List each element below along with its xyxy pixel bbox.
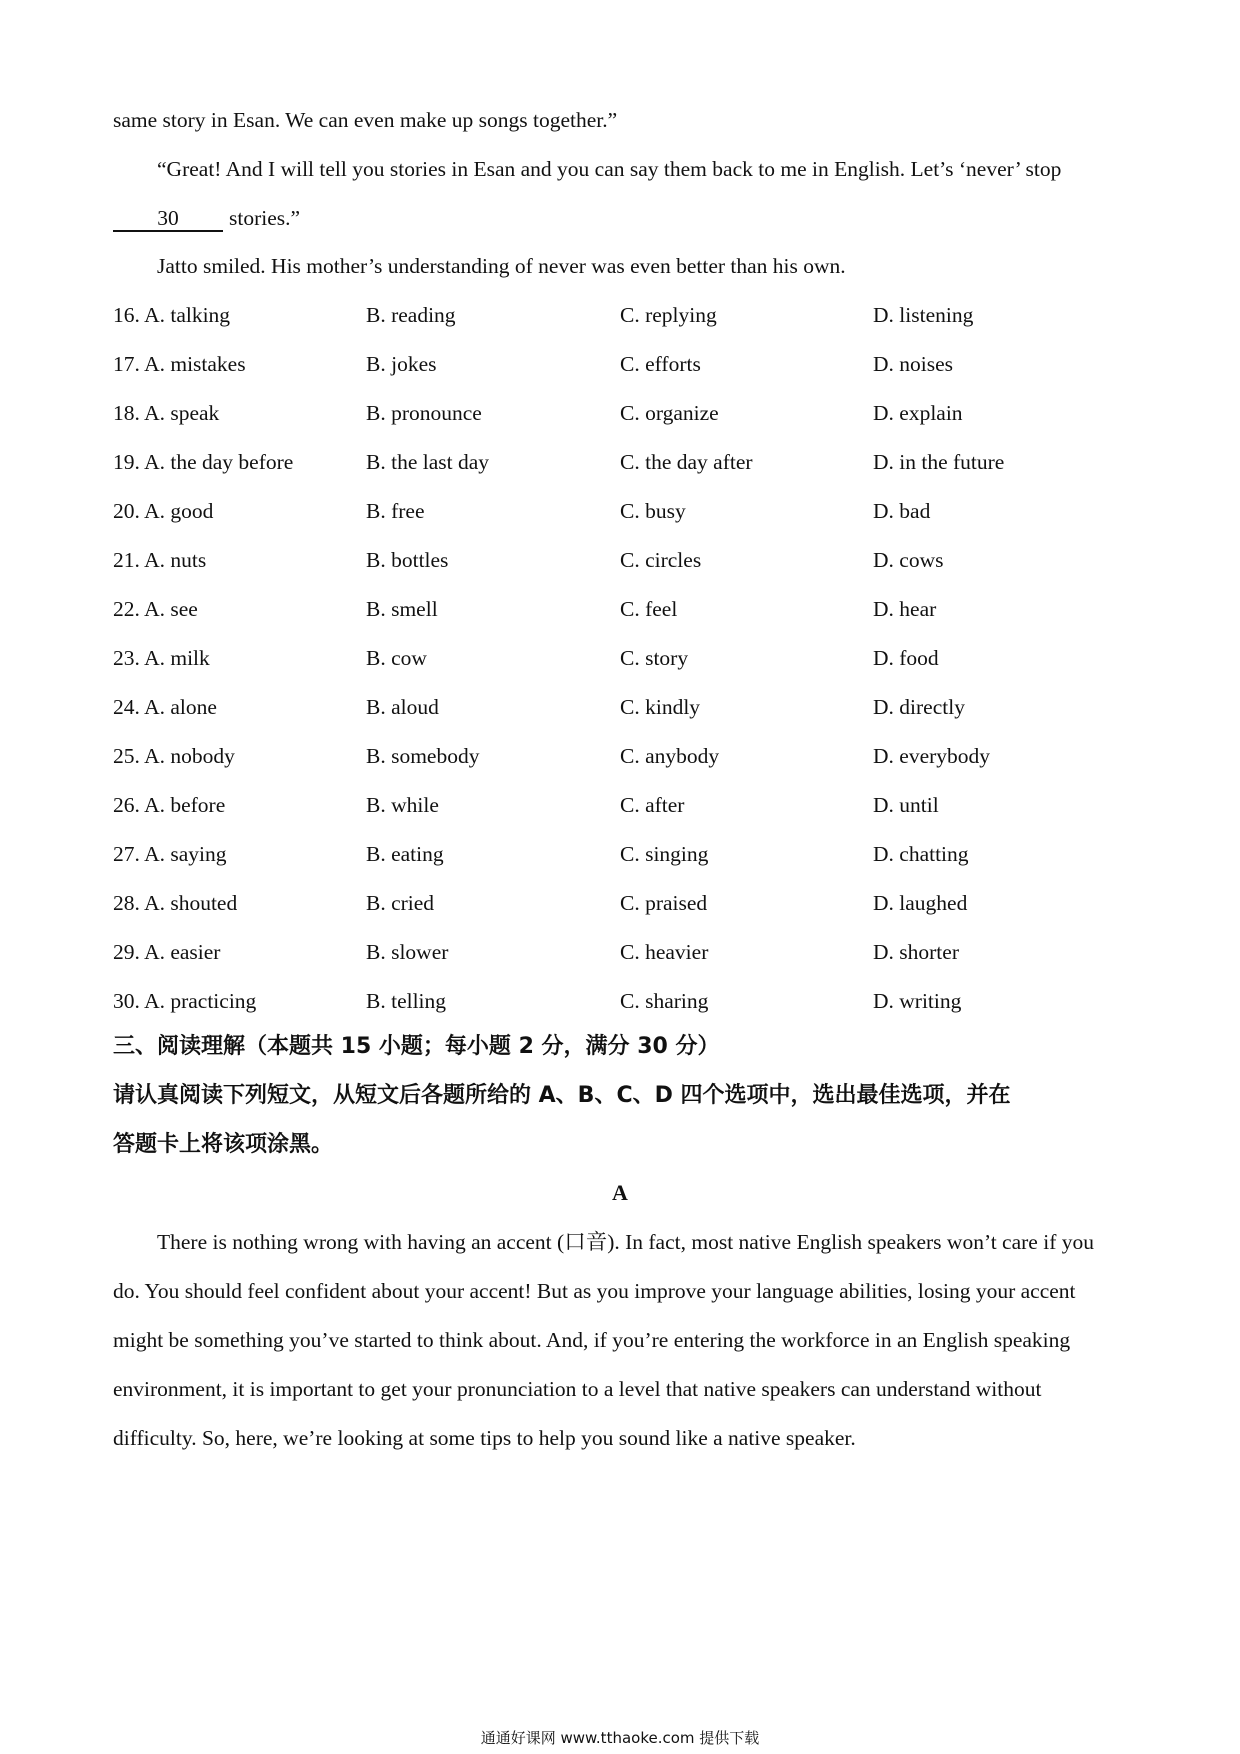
option-d: D. hear xyxy=(873,597,937,621)
option-b: B. eating xyxy=(366,842,444,866)
option-b: B. pronounce xyxy=(366,401,482,425)
option-d: D. in the future xyxy=(873,450,1005,474)
question-row xyxy=(113,448,1133,476)
option-c: C. heavier xyxy=(620,940,709,964)
option-c: C. praised xyxy=(620,891,708,915)
question-row xyxy=(113,693,1133,721)
instruction-line-1: 请认真阅读下列短文，从短文后各题所给的 A、B、C、D 四个选项中，选出最佳选项，并在 xyxy=(113,1083,1011,1108)
question-row xyxy=(113,497,1133,525)
option-c: C. feel xyxy=(620,597,678,621)
option-a: 23. A. milk xyxy=(113,646,210,670)
option-c: C. replying xyxy=(620,303,717,327)
question-row xyxy=(113,546,1133,574)
question-row xyxy=(113,644,1133,672)
option-b: B. while xyxy=(366,793,439,817)
option-a: 28. A. shouted xyxy=(113,891,238,915)
option-c: C. singing xyxy=(620,842,709,866)
option-d: D. until xyxy=(873,793,939,817)
question-row xyxy=(113,889,1133,917)
option-c: C. sharing xyxy=(620,989,709,1013)
question-row xyxy=(113,938,1133,966)
option-a: 19. A. the day before xyxy=(113,450,294,474)
passage-line: difficulty. So, here, we’re looking at some tips to help you sound like a native speaker. xyxy=(113,1426,856,1450)
option-d: D. bad xyxy=(873,499,931,523)
option-b: B. free xyxy=(366,499,425,523)
option-b: B. aloud xyxy=(366,695,439,719)
story-line-2: “Great! And I will tell you stories in Esan and you can say them back to me in English. Let’s ‘never’ stop xyxy=(157,157,1062,181)
option-d: D. noises xyxy=(873,352,954,376)
option-c: C. busy xyxy=(620,499,686,523)
passage-line: There is nothing wrong with having an accent (口音). In fact, most native English speakers won’t care if you xyxy=(157,1230,1094,1254)
question-row xyxy=(113,791,1133,819)
option-b: B. smell xyxy=(366,597,438,621)
option-d: D. shorter xyxy=(873,940,959,964)
option-b: B. bottles xyxy=(366,548,449,572)
blank-30: 30 xyxy=(113,206,223,232)
story-line-1: same story in Esan. We can even make up songs together.” xyxy=(113,108,618,132)
story-line-4: Jatto smiled. His mother’s understanding of never was even better than his own. xyxy=(157,254,846,278)
option-b: B. slower xyxy=(366,940,449,964)
question-row xyxy=(113,595,1133,623)
section-heading: 三、阅读理解（本题共 15 小题；每小题 2 分，满分 30 分） xyxy=(113,1034,720,1059)
option-c: C. kindly xyxy=(620,695,701,719)
option-a: 30. A. practicing xyxy=(113,989,257,1013)
option-d: D. writing xyxy=(873,989,962,1013)
option-d: D. laughed xyxy=(873,891,968,915)
option-c: C. circles xyxy=(620,548,702,572)
passage-label: A xyxy=(612,1180,628,1205)
question-row xyxy=(113,301,1133,329)
option-d: D. directly xyxy=(873,695,965,719)
option-b: B. cow xyxy=(366,646,427,670)
option-b: B. telling xyxy=(366,989,447,1013)
option-a: 20. A. good xyxy=(113,499,214,523)
passage-line: do. You should feel confident about your accent! But as you improve your language abilities, losing your accent xyxy=(113,1279,1076,1303)
option-b: B. the last day xyxy=(366,450,490,474)
option-a: 22. A. see xyxy=(113,597,198,621)
instruction-line-2: 答题卡上将该项涂黑。 xyxy=(113,1132,334,1157)
option-b: B. somebody xyxy=(366,744,480,768)
option-a: 17. A. mistakes xyxy=(113,352,246,376)
option-d: D. cows xyxy=(873,548,944,572)
option-a: 18. A. speak xyxy=(113,401,220,425)
option-c: C. anybody xyxy=(620,744,720,768)
story-line-3 xyxy=(113,204,300,232)
option-a: 24. A. alone xyxy=(113,695,217,719)
option-a: 26. A. before xyxy=(113,793,226,817)
option-d: D. food xyxy=(873,646,939,670)
option-d: D. explain xyxy=(873,401,963,425)
option-a: 27. A. saying xyxy=(113,842,227,866)
question-row xyxy=(113,987,1133,1015)
question-row xyxy=(113,840,1133,868)
passage-line: might be something you’ve started to think about. And, if you’re entering the workforce in an English speaking xyxy=(113,1328,1071,1352)
option-b: B. cried xyxy=(366,891,435,915)
option-a: 29. A. easier xyxy=(113,940,221,964)
option-d: D. chatting xyxy=(873,842,969,866)
option-c: C. after xyxy=(620,793,685,817)
option-b: B. jokes xyxy=(366,352,437,376)
option-a: 25. A. nobody xyxy=(113,744,235,768)
question-row xyxy=(113,742,1133,770)
option-c: C. the day after xyxy=(620,450,753,474)
story-line-3-text: stories.” xyxy=(229,206,301,230)
question-row xyxy=(113,350,1133,378)
option-d: D. listening xyxy=(873,303,974,327)
option-d: D. everybody xyxy=(873,744,991,768)
question-row xyxy=(113,399,1133,427)
passage-line: environment, it is important to get your pronunciation to a level that native speakers can understand without xyxy=(113,1377,1042,1401)
option-b: B. reading xyxy=(366,303,456,327)
option-a: 16. A. talking xyxy=(113,303,231,327)
option-a: 21. A. nuts xyxy=(113,548,207,572)
option-c: C. organize xyxy=(620,401,719,425)
option-c: C. story xyxy=(620,646,689,670)
option-c: C. efforts xyxy=(620,352,701,376)
page-footer: 通通好课网 www.tthaoke.com 提供下载 xyxy=(480,1729,760,1747)
